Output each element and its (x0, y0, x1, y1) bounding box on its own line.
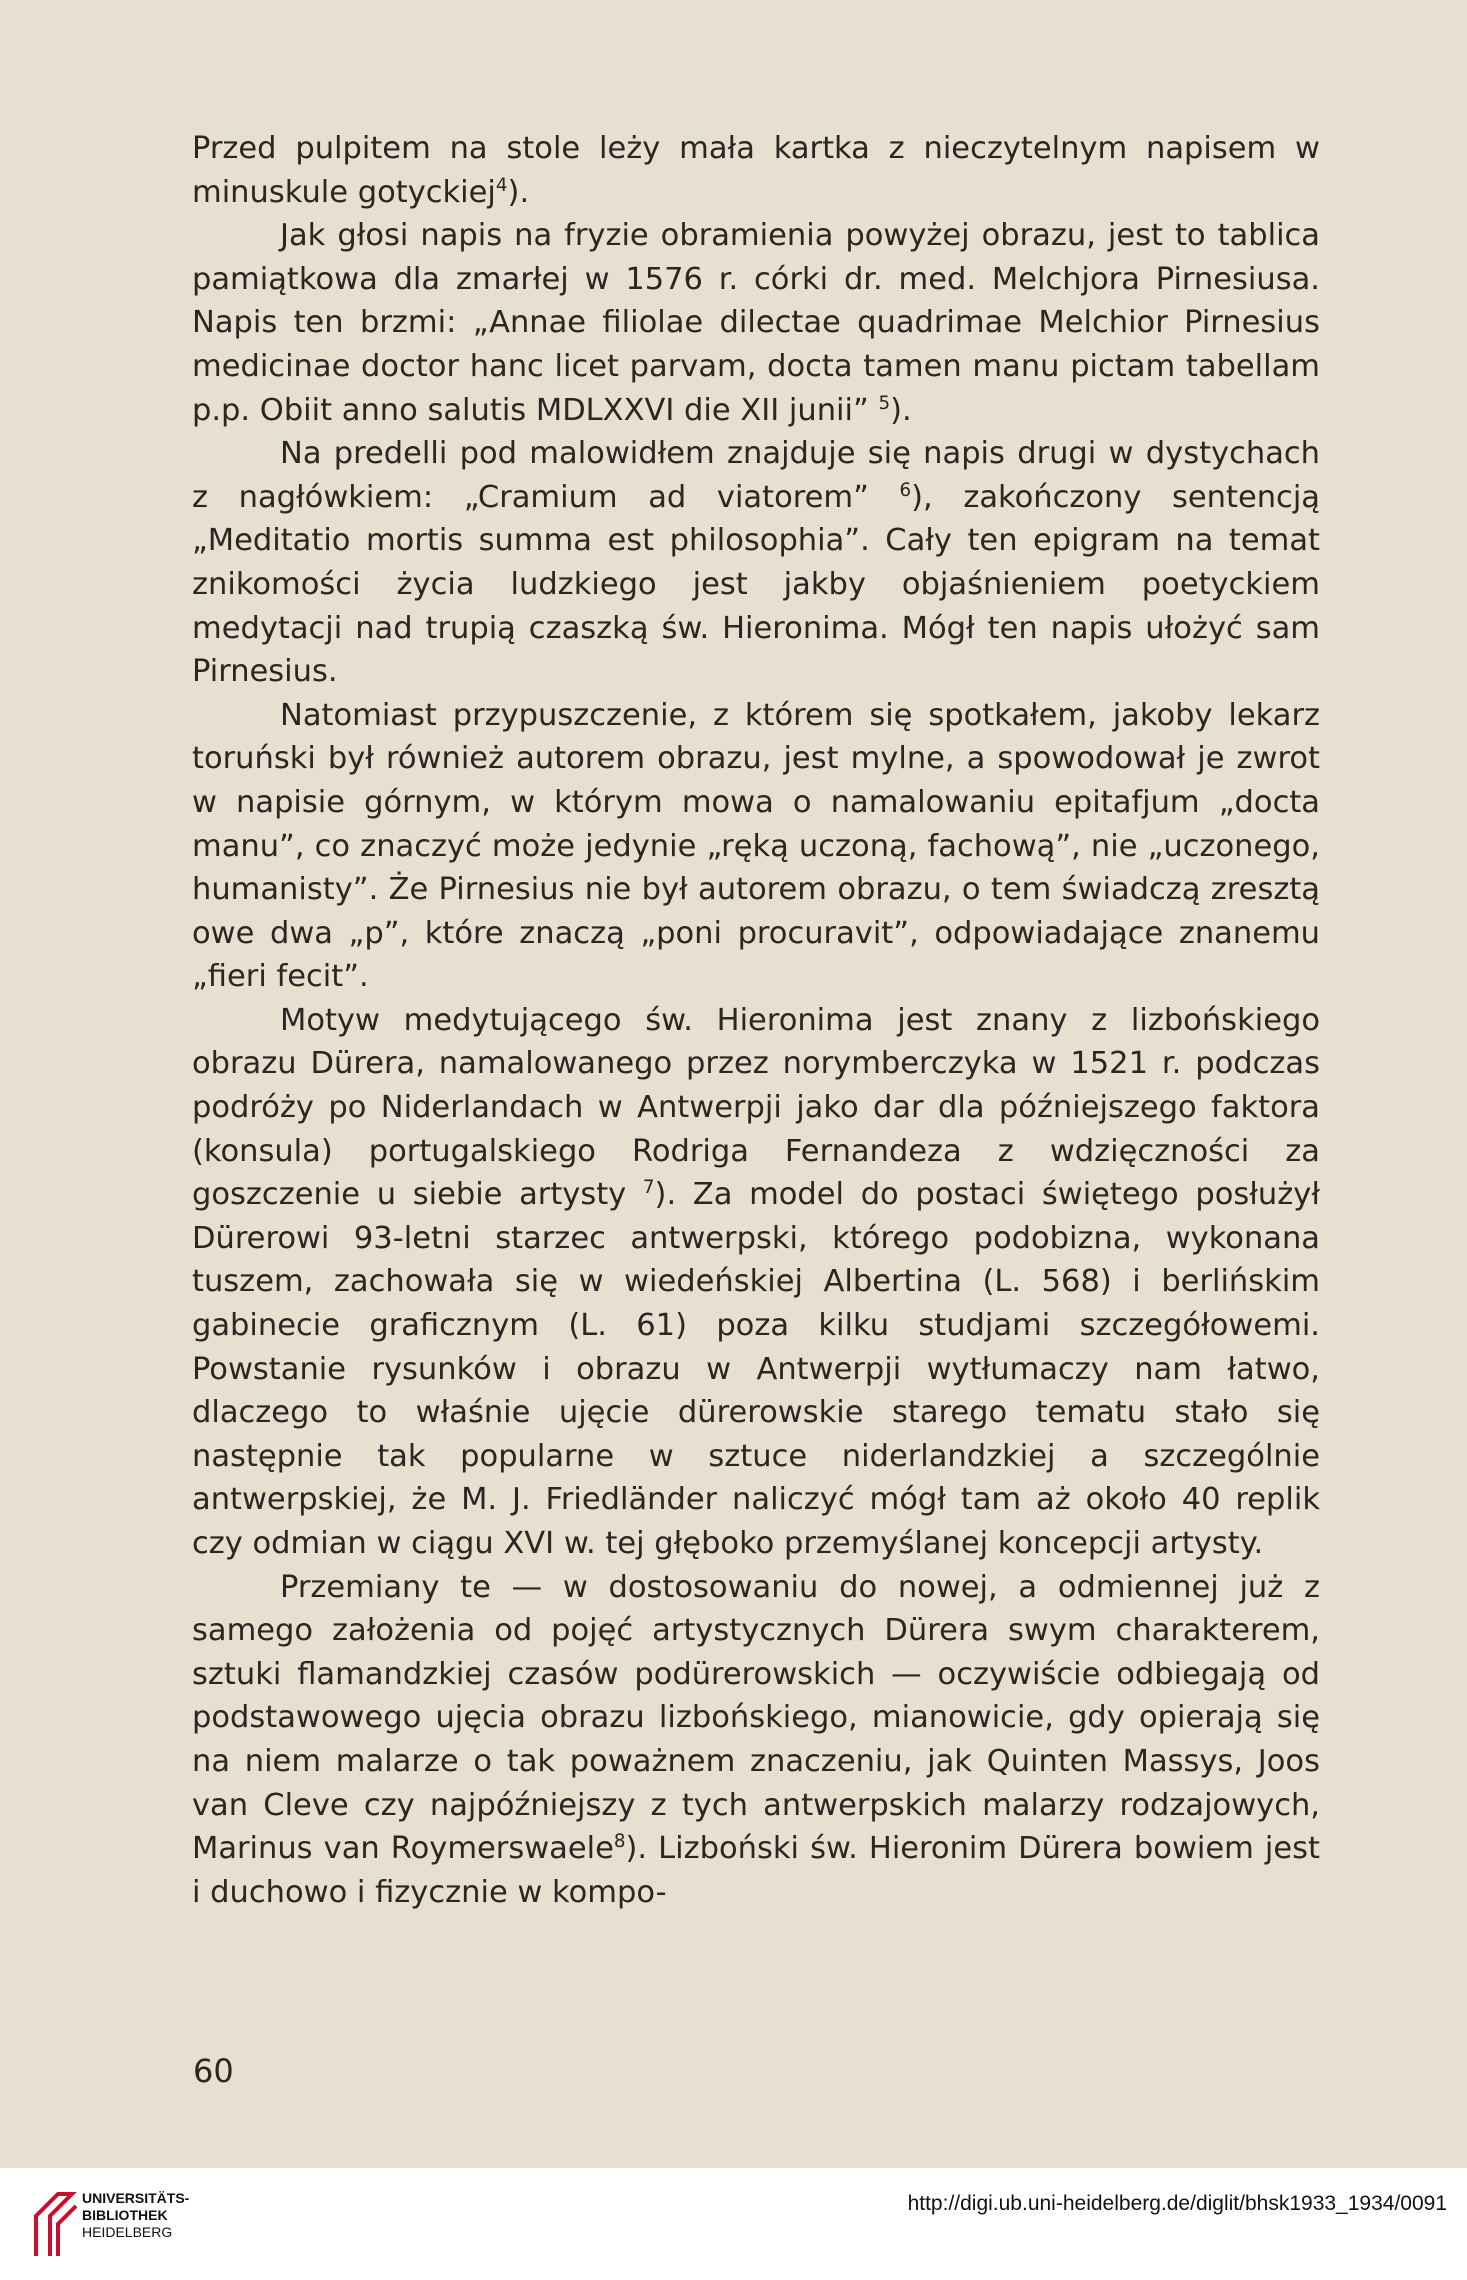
library-line-3: HEIDELBERG (82, 2224, 173, 2240)
paragraph (192, 694, 1320, 999)
footnote-ref: 4 (495, 174, 508, 196)
text-segment: Natomiast przypuszczenie, z którem się spotkałem, jakoby lekarz toruński był również autorem obrazu, jest mylne, a spowodował je zwrot w napisie górnym, w którym mowa o namalowaniu epitafjum „docta manu”, co znaczyć może jedynie „ręką uczoną, fachową”, nie „uczonego, humanisty”. Że Pirnesius nie był autorem obrazu, o tem świadczą zresztą owe dwa „p”, które znaczą „poni procuravit”, odpowiadające znanemu „fieri fecit”. (192, 697, 1320, 995)
library-line-1: UNIVERSITÄTS- (82, 2190, 190, 2206)
body-text (192, 127, 1320, 1914)
footnote-ref: 7 (642, 1177, 655, 1199)
text-segment: Jak głosi napis na fryzie obramienia powyżej obrazu, jest to tablica pamiątkowa dla zmarłej w 1576 r. córki dr. med. Melchjora Pirnesiusa. Napis ten brzmi: „Annae filiolae dilectae quadrimae Melchior Pirnesius medicinae doctor hanc licet parvam, docta tamen manu pictam tabellam p.p. Obiit anno salutis MDLXXVI die XII junii” (192, 218, 1320, 428)
paragraph (192, 999, 1320, 1566)
footer-bar (0, 2168, 1467, 2280)
text-segment: Motyw medytującego św. Hieronima jest znany z lizbońskiego obrazu Dürera, namalowanego przez norymberczyka w 1521 r. podczas podróży po Niderlandach w Antwerpji jako dar dla późniejszego faktora (konsula) portugalskiego Rodriga Fernandeza z wdzięczności za goszczenie u siebie artysty (192, 1002, 1320, 1213)
paragraph (192, 432, 1320, 694)
page-number: 60 (193, 2052, 234, 2090)
footnote-ref: 6 (899, 479, 912, 501)
library-name (82, 2190, 189, 2241)
paragraph (192, 127, 1320, 214)
text-segment: Przemiany te — w dostosowaniu do nowej, a odmiennej już z samego założenia od pojęć artystycznych Dürera swym charakterem, sztuki flamandzkiej czasów podürerowskich — oczywiście odbiegają od podstawowego ujęcia obrazu lizbońskiego, mianowicie, gdy opierają się na niem malarze o tak poważnem znaczeniu, jak Quinten Massys, Joos van Cleve czy najpóźniejszy z tych antwerpskich malarzy rodzajowych, Marinus van Roymerswaele (192, 1569, 1320, 1867)
source-url[interactable]: http://digi.ub.uni-heidelberg.de/diglit/bhsk1933_1934/0091 (907, 2192, 1447, 2215)
footnote-ref: 5 (878, 392, 891, 414)
paragraph (192, 214, 1320, 432)
text-segment: ). (890, 392, 912, 428)
text-segment: ), zakończony sentencją „Meditatio mortis summa est philosophia”. Cały ten epigram na temat znikomości życia ludzkiego jest jakby objaśnieniem poetyckiem medytacji nad trupią czaszką św. Hieronima. Mógł ten napis ułożyć sam Pirnesius. (192, 479, 1320, 690)
library-line-2: BIBLIOTHEK (82, 2207, 168, 2223)
text-segment: Przed pulpitem na stole leży mała kartka z nieczytelnym napisem w minuskule gotyckiej (192, 131, 1320, 210)
paragraph (192, 1566, 1320, 1915)
footnote-ref: 8 (613, 1831, 626, 1852)
text-segment: Na predelli pod malowidłem znajduje się napis drugi w dystychach z nagłówkiem: „Cramium ad viatorem” (192, 436, 1320, 515)
text-segment: ). (507, 174, 530, 210)
text-segment: ). Za model do postaci świętego posłużył Dürerowi 93-letni starzec antwerpski, którego podobizna, wykonana tuszem, zachowała się w wiedeńskiej Albertina (L. 568) i berlińskim gabinecie graficznym (L. 61) poza kilku studjami szczegółowemi. Powstanie rysunków i obrazu w Antwerpji wytłumaczy nam łatwo, dlaczego to właśnie ujęcie dürerowskie starego tematu stało się następnie tak popularne w sztuce niderlandzkiej a szczególnie antwerpskiej, że M. J. Friedländer naliczyć mógł tam aż około 40 replik czy odmian w ciągu XVI w. tej głęboko przemyślanej koncepcji artysty. (192, 1177, 1320, 1561)
text-segment: ). Lizboński św. Hieronim Dürera bowiem jest i duchowo i fizycznie w kompo- (192, 1831, 1320, 1910)
